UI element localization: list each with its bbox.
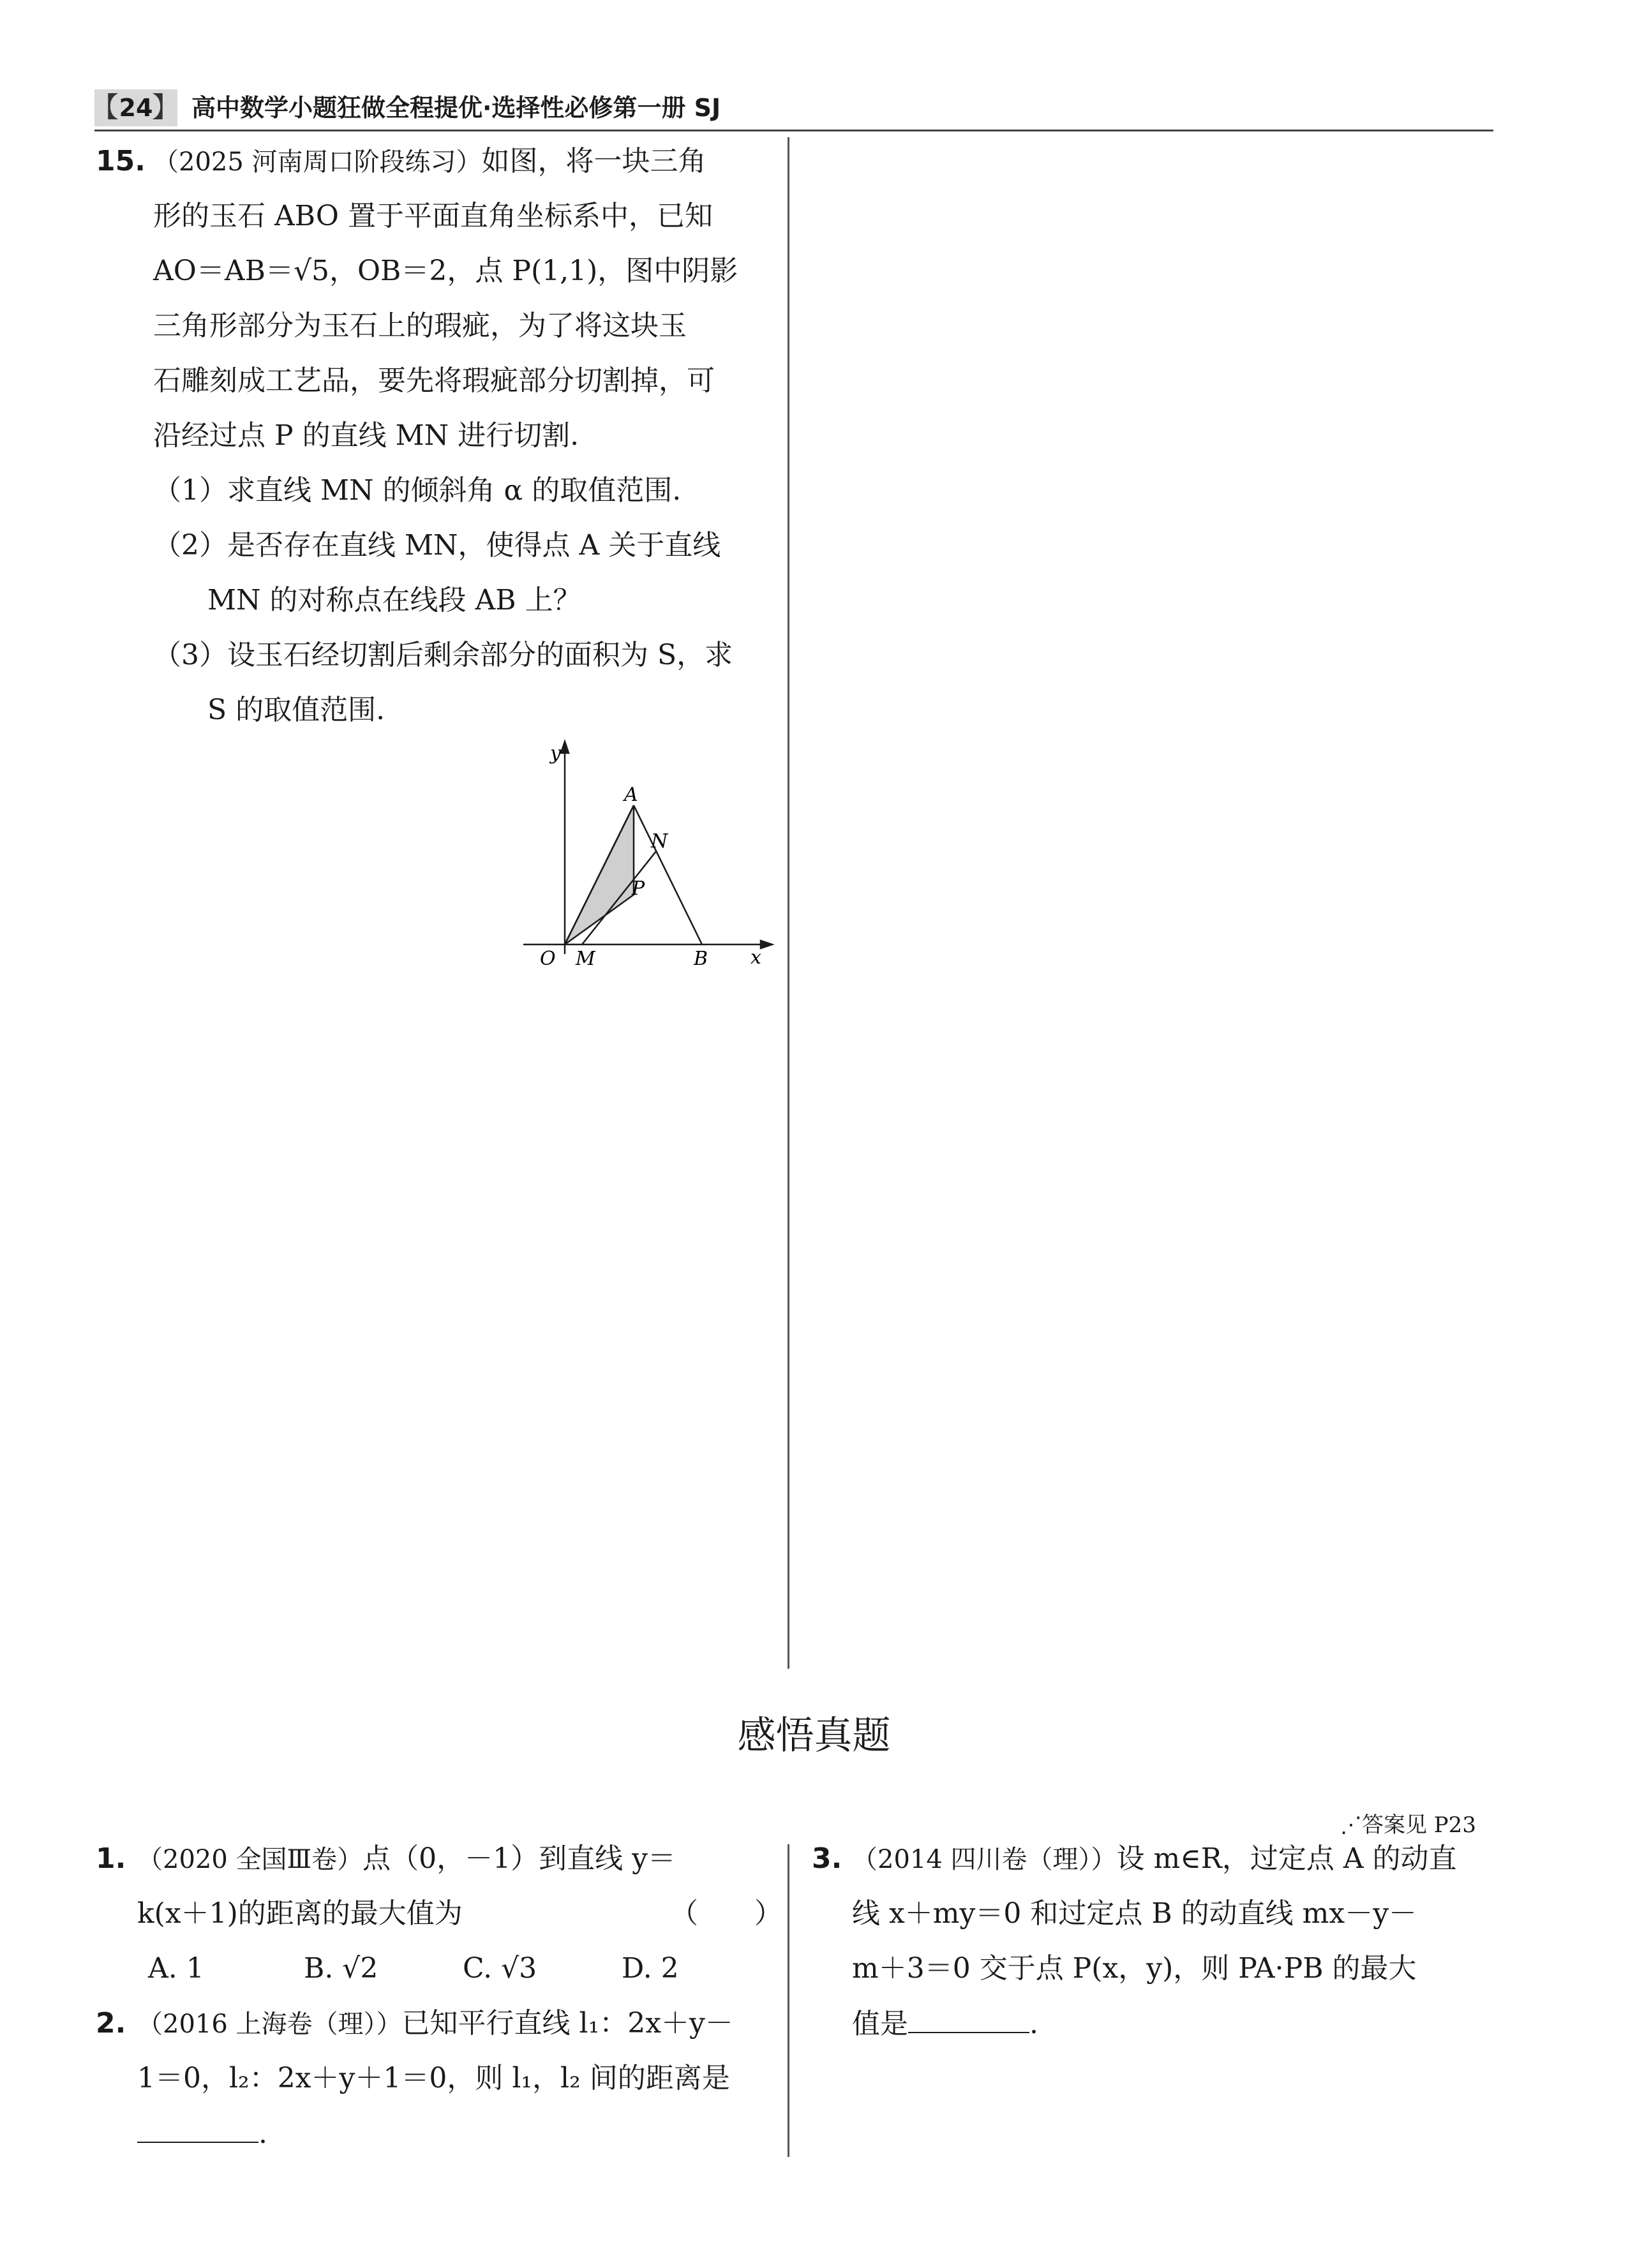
x-axis-label: x bbox=[751, 946, 761, 969]
question-line: 线 x＋my＝0 和过定点 B 的动直线 mx－y－ bbox=[852, 1897, 1417, 1930]
header-rule bbox=[94, 130, 1493, 131]
question-line: 1＝0，l₂：2x＋y＋1＝0，则 l₁，l₂ 间的距离是 bbox=[137, 2062, 730, 2094]
running-header-title: 高中数学小题狂做全程提优·选择性必修第一册 SJ bbox=[191, 94, 721, 122]
question-line: （2020 全国Ⅲ卷）点（0，－1）到直线 y＝ bbox=[137, 1842, 676, 1875]
left-bracket: 【 bbox=[91, 91, 119, 124]
option-b: B. √2 bbox=[304, 1952, 378, 1985]
label-A: A bbox=[624, 784, 638, 806]
label-O: O bbox=[540, 948, 556, 970]
sub-question-2: （2）是否存在直线 MN，使得点 A 关于直线 bbox=[153, 529, 721, 562]
section-title: 感悟真题 bbox=[737, 1713, 891, 1758]
y-axis-arrow bbox=[561, 742, 569, 753]
triangle-figure bbox=[511, 734, 785, 976]
question-line: . bbox=[137, 2106, 267, 2161]
option-d: D. 2 bbox=[622, 1952, 679, 1985]
label-M: M bbox=[576, 948, 595, 970]
question-source: （2014 四川卷（理）） bbox=[852, 1845, 1117, 1874]
sub-question-2-cont: MN 的对称点在线段 AB 上？ bbox=[207, 584, 581, 616]
page-number: 24 bbox=[119, 94, 153, 122]
question-line: k(x＋1)的距离的最大值为 bbox=[137, 1897, 463, 1930]
label-P: P bbox=[632, 877, 645, 900]
answer-bracket: （ ） bbox=[670, 1897, 782, 1930]
question-source: （2020 全国Ⅲ卷） bbox=[137, 1845, 363, 1874]
answer-reference: ⋰答案见 P23 bbox=[1340, 1812, 1476, 1838]
question-number: 3. bbox=[812, 1842, 842, 1875]
answer-blank[interactable] bbox=[137, 2106, 258, 2143]
question-line: （2016 上海卷（理））已知平行直线 l₁：2x＋y－ bbox=[137, 2007, 733, 2040]
side-AB bbox=[634, 805, 702, 944]
question-line: （2025 河南周口阶段练习）如图，将一块三角 bbox=[153, 145, 706, 177]
sub-question-1: （1）求直线 MN 的倾斜角 α 的取值范围. bbox=[153, 474, 682, 507]
y-axis-label: y bbox=[550, 742, 561, 765]
label-B: B bbox=[694, 948, 708, 970]
question-number: 15. bbox=[96, 145, 146, 177]
column-divider-top bbox=[788, 137, 789, 1669]
question-line: 值是 . bbox=[852, 1996, 1038, 2052]
question-number: 2. bbox=[96, 2007, 126, 2040]
question-line: （2014 四川卷（理））设 m∈R，过定点 A 的动直 bbox=[852, 1842, 1457, 1875]
sub-question-3-cont: S 的取值范围. bbox=[207, 694, 385, 726]
question-source: （2016 上海卷（理）） bbox=[137, 2010, 402, 2039]
question-line: 沿经过点 P 的直线 MN 进行切割. bbox=[153, 419, 579, 452]
question-line: AO＝AB＝√5，OB＝2，点 P(1,1)，图中阴影 bbox=[153, 255, 738, 287]
question-line: 形的玉石 ABO 置于平面直角坐标系中，已知 bbox=[153, 200, 713, 232]
sub-question-3: （3）设玉石经切割后剩余部分的面积为 S，求 bbox=[153, 639, 733, 671]
answer-blank[interactable] bbox=[908, 1996, 1029, 2033]
label-N: N bbox=[651, 830, 668, 853]
column-divider-bottom bbox=[788, 1844, 789, 2157]
question-line: 石雕刻成工艺品，要先将瑕疵部分切割掉，可 bbox=[153, 364, 715, 397]
x-axis-arrow bbox=[761, 941, 772, 948]
right-bracket: 】 bbox=[152, 91, 180, 124]
option-a: A. 1 bbox=[148, 1952, 204, 1985]
question-source: （2025 河南周口阶段练习） bbox=[153, 147, 482, 177]
question-line: m＋3＝0 交于点 P(x，y)，则 PA·PB 的最大 bbox=[852, 1952, 1417, 1985]
question-line: 三角形部分为玉石上的瑕疵，为了将这块玉 bbox=[153, 310, 687, 342]
question-number: 1. bbox=[96, 1842, 126, 1875]
option-c: C. √3 bbox=[463, 1952, 537, 1985]
